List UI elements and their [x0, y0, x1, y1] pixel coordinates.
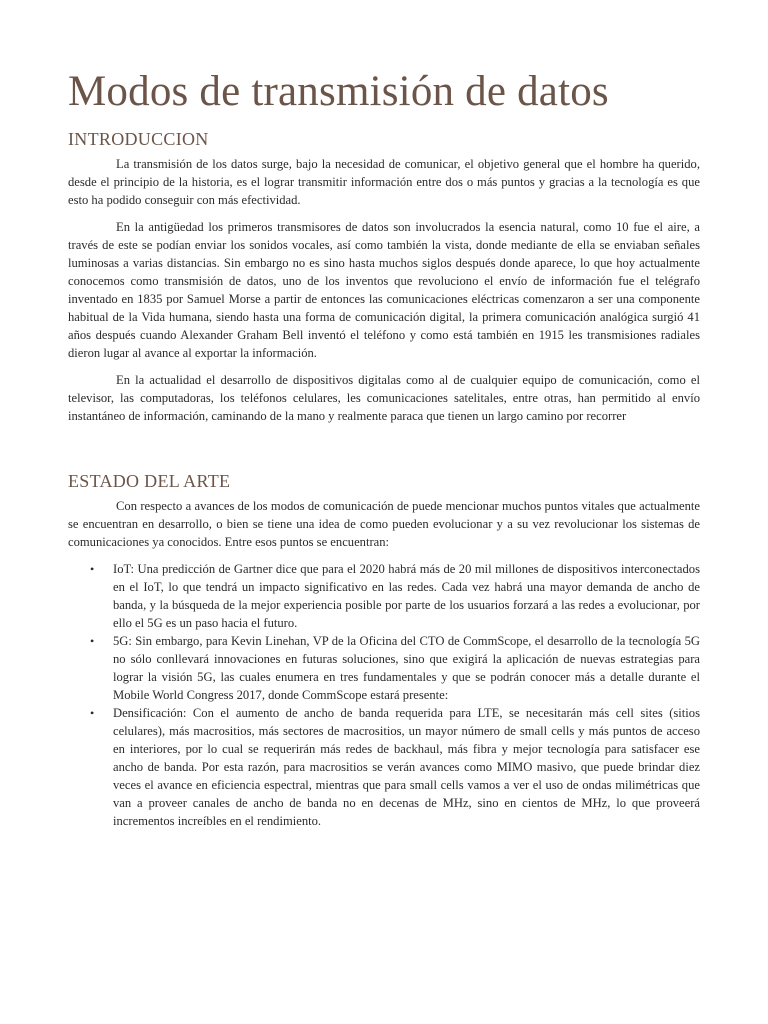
section-heading-estado-del-arte: ESTADO DEL ARTE: [68, 470, 231, 491]
list-item-text: IoT: Una predicción de Gartner dice que para el 2020 habrá más de 20 mil millones de dispositivos interconectados en el IoT, lo que tendrá un impacto significativo en las redes. Cada vez habrá una mayor demanda de ancho de banda, y la búsqueda de la mejor experiencia posible por parte de los usuarios forzará a las redes a evolucionar, por ello el 5G es un paso hacia el futuro.: [113, 562, 700, 631]
section-heading-introduccion: INTRODUCCION: [68, 129, 209, 150]
intro-paragraph-3: En la actualidad el desarrollo de dispositivos digitalas como al de cualquier equipo de comunicación, como el televisor, las computadoras, los teléfonos celulares, les comunicaciones satelitales, entre otras, han permitido al envío instantáneo de información, caminando de la mano y realmente paraca que tienen un largo camino por recorrer: [68, 372, 700, 423]
bullet-list: [68, 560, 700, 830]
bullet-icon: •: [90, 706, 95, 721]
section-estado-del-arte: [68, 471, 700, 831]
document-title: Modos de transmisión de datos: [68, 68, 609, 115]
list-item-5g: [68, 632, 700, 704]
intro-paragraph-2: En la antigüedad los primeros transmisores de datos son involucrados la esencia natural, como 10 fue el aire, a través de este se podían enviar los sonidos vocales, así como también la vista, donde mediante de ella se enviaban señales luminosas a varias distancias. Sin embargo no es sino hasta muchos siglos después donde aparece, lo que hoy actualmente conocemos como transmisión de datos, uno de los inventos que revoluciono el envío de información fue el telégrafo inventado en 1835 por Samuel Morse a partir de entonces las comunicaciones eléctricas comenzaron a ser una componente habitual de la Vida humana, siendo hasta una forma de comunicación digital, la primera comunicación analógica surgió 41 años después cuando Alexander Graham Bell inventó el teléfono y como está también en 1915 les transmisiones radiales dieron lugar al avance al exportar la información.: [68, 219, 700, 360]
bullet-icon: •: [90, 634, 95, 649]
list-item-text: 5G: Sin embargo, para Kevin Linehan, VP de la Oficina del CTO de CommScope, el desarrollo de la tecnología 5G no sólo conllevará innovaciones en futuras soluciones, sino que exigirá la aplicación de nuevas estrategias para lograr la visión 5G, las cuales enumera en tres fundamentales y que se podrán conocer más a detalle durante el Mobile World Congress 2017, donde CommScope estará presente:: [113, 634, 700, 703]
intro-paragraph-1: La transmisión de los datos surge, bajo la necesidad de comunicar, el objetivo general que el hombre ha querido, desde el principio de la historia, es el lograr transmitir información entre dos o más puntos y gracias a la tecnología es que esto ha podido conseguir con más efectividad.: [68, 156, 700, 207]
list-item-text: Densificación: Con el aumento de ancho de banda requerida para LTE, se necesitarán más cell sites (sitios celulares), más macrositios, más sectores de macrositios, un mayor número de small cells y más puntos de acceso en interiores, por lo cual se requerirán más redes de backhaul, más fibra y mejor tecnología para satisfacer ese ancho de banda. Por esta razón, para macrositios se verán avances como MIMO masivo, que puede brindar diez veces el avance en eficiencia espectral, mientras que para small cells vamos a ver el uso de ondas milimétricas que van a proveer canales de ancho de banda no en decenas de MHz, sino en cientos de MHz, lo que proveerá incrementos increíbles en el rendimiento.: [113, 706, 700, 829]
list-item-densificacion: [68, 704, 700, 830]
section-introduccion: [68, 129, 700, 425]
estado-paragraph-1: Con respecto a avances de los modos de comunicación de puede mencionar muchos puntos vitales que actualmente se encuentran en desarrollo, o bien se tiene una idea de como pueden evolucionar y a su vez revolucionar los sistemas de comunicaciones ya conocidos. Entre esos puntos se encuentran:: [68, 499, 700, 550]
bullet-icon: •: [90, 562, 95, 577]
list-item-iot: [68, 560, 700, 632]
